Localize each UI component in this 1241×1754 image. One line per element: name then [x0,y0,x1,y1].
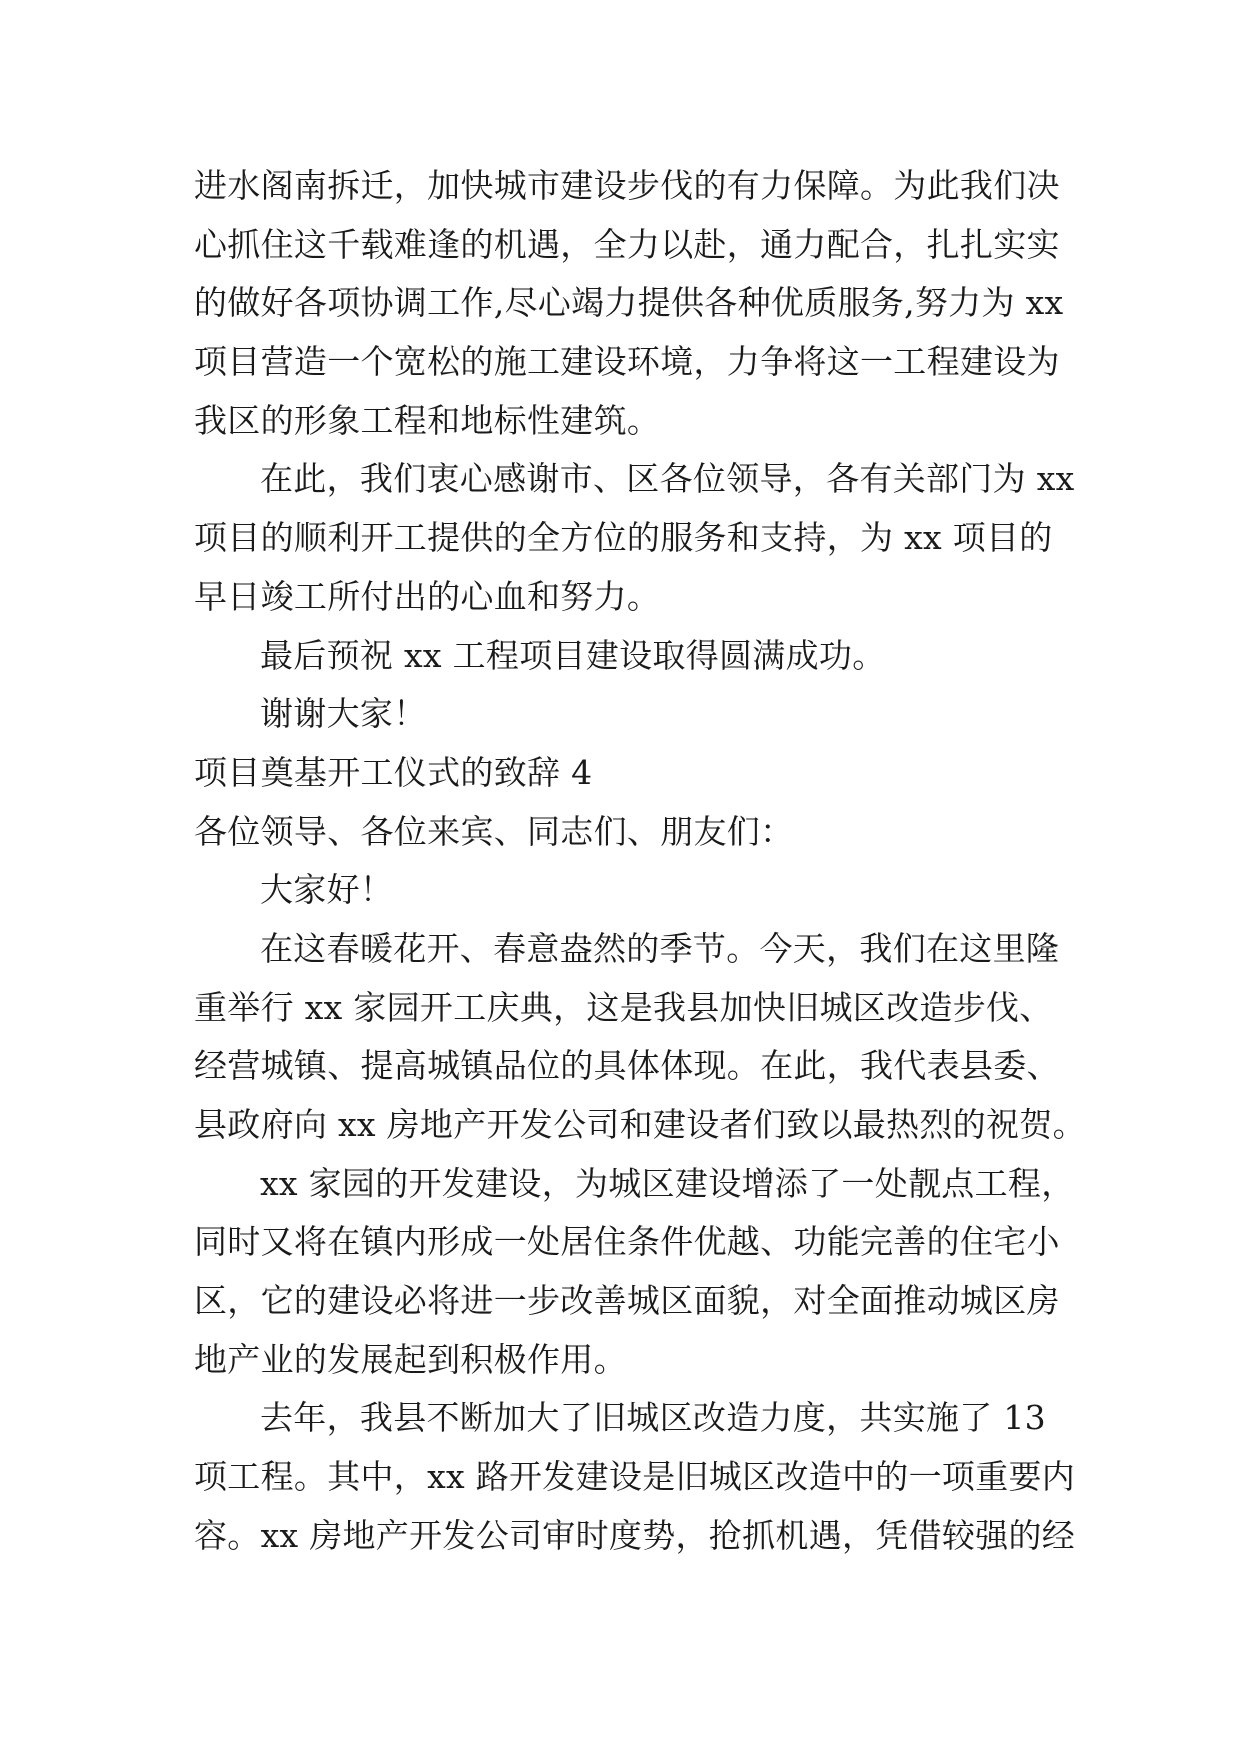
paragraph-line: 同时又将在镇内形成一处居住条件优越、功能完善的住宅小 [194,1222,1060,1262]
paragraph-line: 心抓住这千载难逢的机遇，全力以赴，通力配合，扎扎实实 [194,224,1060,264]
paragraph-line: 我区的形象工程和地标性建筑。 [194,400,661,440]
paragraph-line: 项工程。其中，xx 路开发建设是旧城区改造中的一项重要内 [194,1457,1076,1497]
paragraph-line: 最后预祝 xx 工程项目建设取得圆满成功。 [260,635,886,675]
paragraph-line: 项目营造一个宽松的施工建设环境，力争将这一工程建设为 [194,342,1060,382]
paragraph-line: 地产业的发展起到积极作用。 [194,1339,627,1379]
paragraph-line: 在此，我们衷心感谢市、区各位领导，各有关部门为 xx [260,459,1075,499]
closing-line: 谢谢大家！ [260,694,427,734]
paragraph-line: 的做好各项协调工作,尽心竭力提供各种优质服务,努力为 xx [194,283,1064,323]
paragraph-line: 项目的顺利开工提供的全方位的服务和支持，为 xx 项目的 [194,518,1053,558]
greeting-line: 大家好！ [260,870,394,910]
paragraph-line: xx 家园的开发建设，为城区建设增添了一处靓点工程， [260,1163,1075,1203]
salutation-line: 各位领导、各位来宾、同志们、朋友们： [194,811,794,851]
paragraph-line: 进水阁南拆迁，加快城市建设步伐的有力保障。为此我们决 [194,166,1060,205]
section-heading: 项目奠基开工仪式的致辞 4 [194,752,593,792]
document-body [194,157,1094,1566]
paragraph-line: 重举行 xx 家园开工庆典，这是我县加快旧城区改造步伐、 [194,987,1053,1027]
paragraph-line: 容。xx 房地产开发公司审时度势，抢抓机遇，凭借较强的经 [194,1515,1076,1555]
paragraph-line: 去年，我县不断加大了旧城区改造力度，共实施了 13 [260,1398,1046,1438]
paragraph-line: 早日竣工所付出的心血和努力。 [194,576,661,616]
paragraph-line: 经营城镇、提高城镇品位的具体体现。在此，我代表县委、 [194,1046,1060,1086]
paragraph-line: 在这春暖花开、春意盎然的季节。今天，我们在这里隆 [260,928,1060,968]
paragraph-line: 区，它的建设必将进一步改善城区面貌，对全面推动城区房 [194,1281,1060,1321]
paragraph-line: 县政府向 xx 房地产开发公司和建设者们致以最热烈的祝贺。 [194,1105,1086,1144]
